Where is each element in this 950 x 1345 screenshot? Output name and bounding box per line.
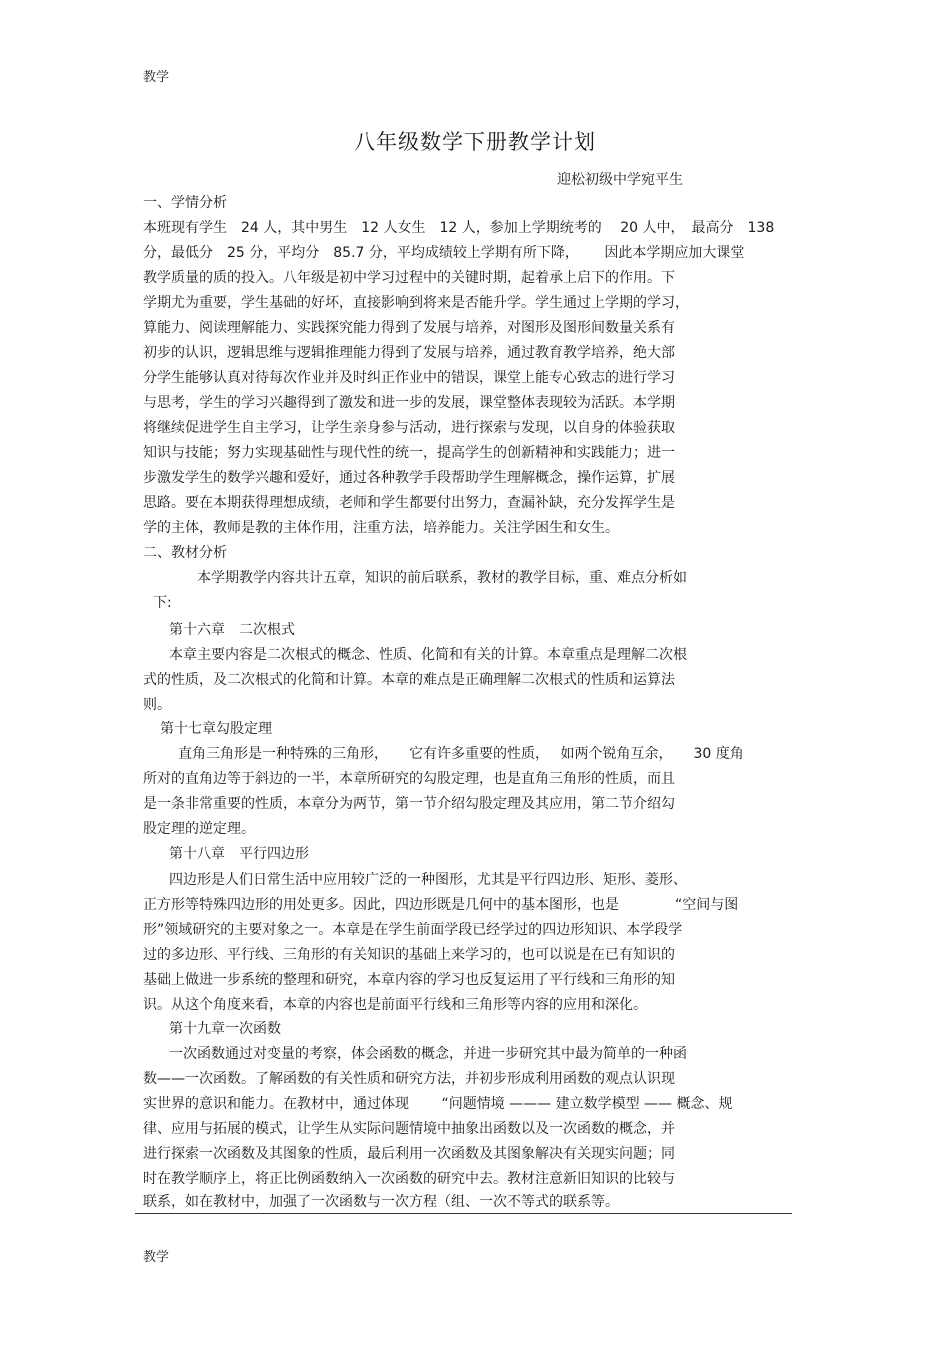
paragraph-line: 实世界的意识和能力。在教材中，通过体现 “问题情境 ——— 建立数学模型 —— 概念、规 [143,1096,733,1112]
paragraph-line: 股定理的逆定理。 [143,821,255,837]
section-heading-student-analysis: 一、学情分析 [143,195,227,211]
paragraph-line: 过的多边形、平行线、三角形的有关知识的基础上来学习的，也可以说是在已有知识的 [143,947,675,963]
paragraph-line: 所对的直角边等于斜边的一半，本章所研究的勾股定理，也是直角三角形的性质，而且 [143,771,675,787]
paragraph-line: 律、应用与拓展的模式，让学生从实际问题情境中抽象出函数以及一次函数的概念，并 [143,1121,675,1137]
paragraph-line: 正方形等特殊四边形的用处更多。因此，四边形既是几何中的基本图形，也是 “空间与图 [143,897,739,913]
paragraph-line: 学期尤为重要，学生基础的好坏，直接影响到将来是否能升学。学生通过上学期的学习， [143,295,689,311]
paragraph-line: 一次函数通过对变量的考察，体会函数的概念，并进一步研究其中最为简单的一种函 [169,1046,687,1062]
paragraph-line: 思路。要在本期获得理想成绩，老师和学生都要付出努力，查漏补缺，充分发挥学生是 [143,495,675,511]
paragraph-line: 形”领域研究的主要对象之一。本章是在学生前面学段已经学过的四边形知识、本学段学 [143,922,683,938]
paragraph-line: 初步的认识，逻辑思维与逻辑推理能力得到了发展与培养，通过教育教学培养，绝大部 [143,345,675,361]
paragraph-line: 则。 [143,697,171,713]
chapter-19-title: 第十九章一次函数 [169,1021,281,1037]
paragraph-line: 是一条非常重要的性质，本章分为两节，第一节介绍勾股定理及其应用，第二节介绍勾 [143,796,675,812]
page-footer: 教学 [143,1250,170,1265]
paragraph-line: 分学生能够认真对待每次作业并及时纠正作业中的错误，课堂上能专心致志的进行学习 [143,370,675,386]
paragraph-line: 联系，如在教材中，加强了一次函数与一次方程（组、一次不等式的联系等。 [143,1194,619,1210]
chapter-17-title: 第十七章勾股定理 [160,721,272,737]
section-heading-textbook-analysis: 二、教材分析 [143,545,227,561]
page-header: 教学 [143,70,170,85]
paragraph-line: 教学质量的质的投入。八年级是初中学习过程中的关键时期，起着承上启下的作用。下 [143,270,675,286]
paragraph-line: 直角三角形是一种特殊的三角形， 它有许多重要的性质， 如两个锐角互余， 30 度角 [178,746,744,762]
paragraph-line: 式的性质，及二次根式的化简和计算。本章的难点是正确理解二次根式的性质和运算法 [143,672,675,688]
paragraph-line: 学的主体，教师是教的主体作用，注重方法，培养能力。关注学困生和女生。 [143,520,619,536]
footer-divider [135,1213,792,1214]
paragraph-line: 下: [153,595,172,611]
paragraph-line: 数——一次函数。了解函数的有关性质和研究方法，并初步形成利用函数的观点认识现 [143,1071,675,1087]
paragraph-line: 进行探索一次函数及其图象的性质，最后利用一次函数及其图象解决有关现实问题；同 [143,1146,675,1162]
paragraph-line: 与思考，学生的学习兴趣得到了激发和进一步的发展，课堂整体表现较为活跃。本学期 [143,395,675,411]
paragraph-line: 将继续促进学生自主学习，让学生亲身参与活动，进行探索与发现，以自身的体验获取 [143,420,675,436]
author-line: 迎松初级中学宛平生 [557,172,683,188]
page-title: 八年级数学下册教学计划 [354,130,596,154]
paragraph-line: 知识与技能；努力实现基础性与现代性的统一，提高学生的创新精神和实践能力；进一 [143,445,675,461]
chapter-16-title: 第十六章 二次根式 [169,622,295,638]
chapter-18-title: 第十八章 平行四边形 [169,846,309,862]
paragraph-line: 本学期教学内容共计五章，知识的前后联系，教材的教学目标，重、难点分析如 [197,570,687,586]
paragraph-line: 本章主要内容是二次根式的概念、性质、化简和有关的计算。本章重点是理解二次根 [169,647,687,663]
paragraph-line: 算能力、阅读理解能力、实践探究能力得到了发展与培养，对图形及图形间数量关系有 [143,320,675,336]
paragraph-line: 分，最低分 25 分，平均分 85.7 分，平均成绩较上学期有所下降， 因此本学期应加大课堂 [143,245,745,261]
paragraph-line: 基础上做进一步系统的整理和研究，本章内容的学习也反复运用了平行线和三角形的知 [143,972,675,988]
paragraph-line: 识。从这个角度来看，本章的内容也是前面平行线和三角形等内容的应用和深化。 [143,997,647,1013]
paragraph-line: 本班现有学生 24 人，其中男生 12 人女生 12 人，参加上学期统考的 20 人中， 最高分 138 [143,220,775,236]
paragraph-line: 步激发学生的数学兴趣和爱好，通过各种教学手段帮助学生理解概念，操作运算，扩展 [143,470,675,486]
paragraph-line: 四边形是人们日常生活中应用较广泛的一种图形，尤其是平行四边形、矩形、菱形、 [169,872,687,888]
paragraph-line: 时在教学顺序上，将正比例函数纳入一次函数的研究中去。教材注意新旧知识的比较与 [143,1171,675,1187]
